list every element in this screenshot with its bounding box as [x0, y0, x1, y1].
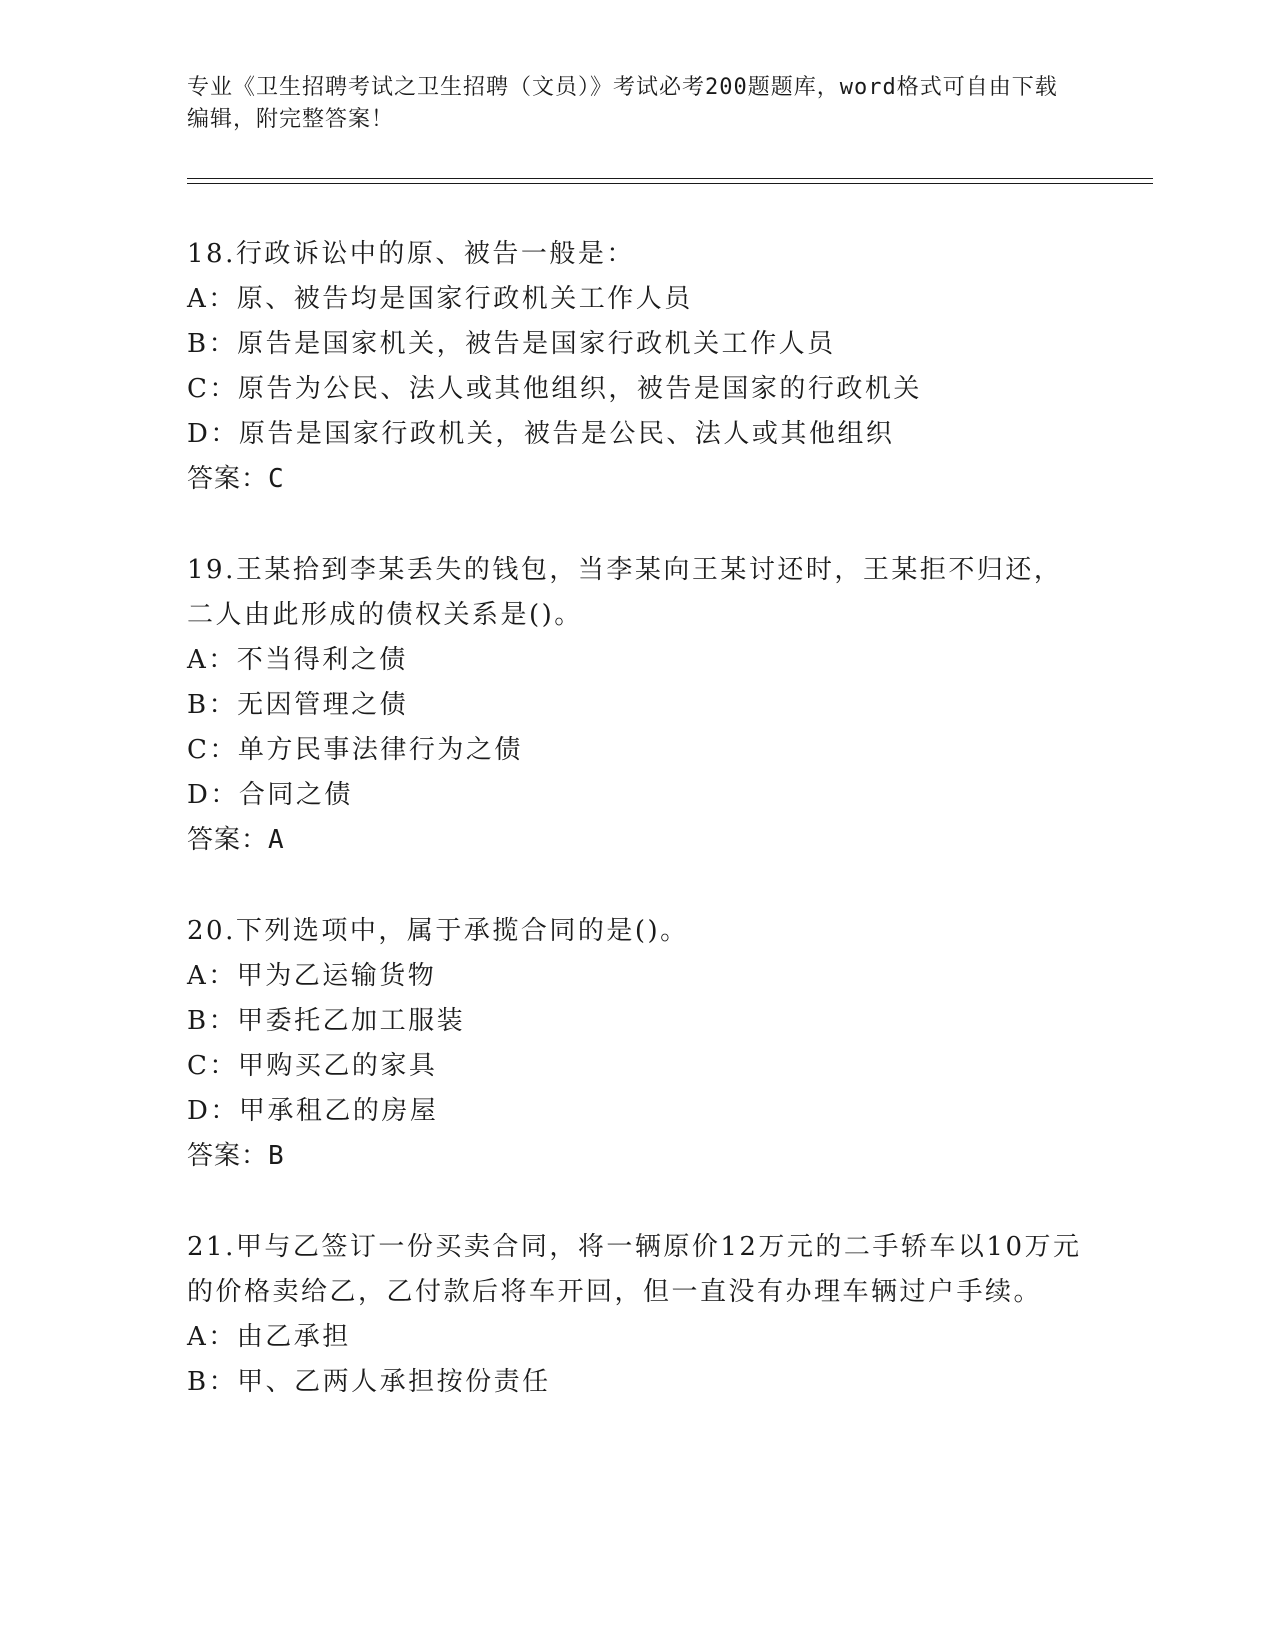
question-stem: 18.行政诉讼中的原、被告一般是：: [187, 239, 635, 269]
question-stem: 19.王某拾到李某丢失的钱包，当李某向王某讨还时，王某拒不归还，二人由此形成的债权关系是()。: [187, 555, 1063, 630]
option-c: C：原告为公民、法人或其他组织，被告是国家的行政机关: [187, 374, 922, 404]
option-d: D：甲承租乙的房屋: [187, 1096, 439, 1126]
option-a: A：由乙承担: [187, 1322, 351, 1352]
header-divider-bottom: [187, 183, 1153, 184]
option-b: B：甲、乙两人承担按份责任: [187, 1367, 551, 1397]
answer: 答案：C: [187, 464, 285, 494]
question-19: [187, 548, 1087, 863]
question-list: [187, 232, 1087, 1451]
question-21: [187, 1225, 1087, 1405]
answer: 答案：B: [187, 1141, 285, 1171]
question-18: [187, 232, 1087, 502]
header-text: 专业《卫生招聘考试之卫生招聘（文员）》考试必考200题题库，word格式可自由下载编辑，附完整答案！: [187, 75, 1058, 132]
header-divider-top: [187, 178, 1153, 179]
question-20: [187, 909, 1087, 1179]
option-a: A：不当得利之债: [187, 645, 408, 675]
option-b: B：甲委托乙加工服装: [187, 1006, 466, 1036]
option-a: A：原、被告均是国家行政机关工作人员: [187, 284, 693, 314]
question-stem: 21.甲与乙签订一份买卖合同，将一辆原价12万元的二手轿车以10万元的价格卖给乙，乙付款后将车开回，但一直没有办理车辆过户手续。: [187, 1232, 1082, 1307]
option-b: B：无因管理之债: [187, 690, 409, 720]
option-c: C：单方民事法律行为之债: [187, 735, 523, 765]
option-d: D：原告是国家行政机关，被告是公民、法人或其他组织: [187, 419, 895, 449]
question-stem: 20.下列选项中，属于承揽合同的是()。: [187, 916, 689, 946]
option-a: A：甲为乙运输货物: [187, 961, 437, 991]
option-c: C：甲购买乙的家具: [187, 1051, 438, 1081]
answer: 答案：A: [187, 825, 285, 855]
option-d: D：合同之债: [187, 780, 353, 810]
option-b: B：原告是国家机关，被告是国家行政机关工作人员: [187, 329, 836, 359]
